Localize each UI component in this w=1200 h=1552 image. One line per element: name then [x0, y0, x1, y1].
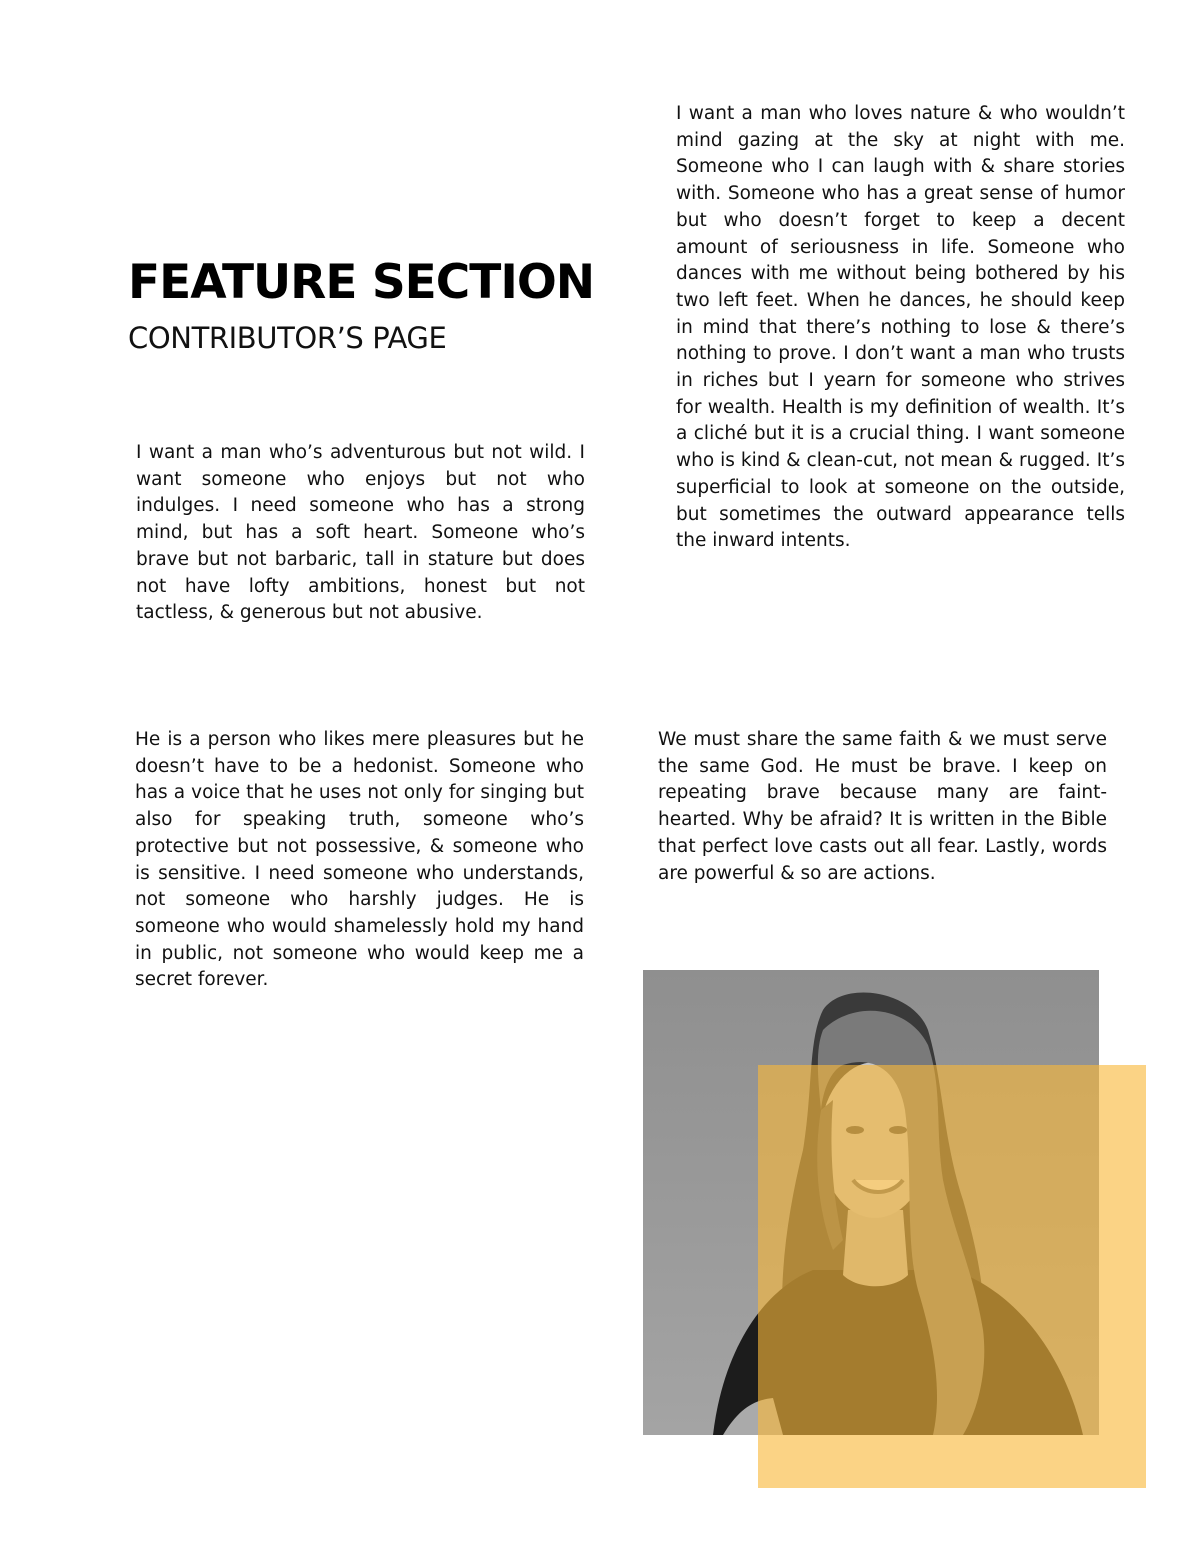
- paragraph-bottom-right: We must share the same faith & we must serve the same God. He must be brave. I keep on repeating brave because many are faint-hearted. Why be afraid? It is written in the Bible that perfect love casts out all fear. Lastly, words are powerful & so are actions.: [658, 729, 1107, 884]
- page-title: FEATURE SECTION: [128, 255, 595, 310]
- accent-color-block: [758, 1065, 1146, 1488]
- paragraph-middle-left: I want a man who’s adventurous but not wild. I want someone who enjoys but not who indulges. I need someone who has a strong mind, but has a soft heart. Someone who’s brave but not barbaric, tall in stature but does not have lofty ambitions, honest but not tactless, & generous but not abusive.: [136, 442, 585, 624]
- paragraph-top-right: I want a man who loves nature & who wouldn’t mind gazing at the sky at night with me. Someone who I can laugh with & share stories with. Someone who has a great sense of humor but who doesn’t forget to keep a decent amount of seriousness in life. Someone who dances with me without being bothered by his two left feet. When he dances, he should keep in mind that there’s nothing to lose & there’s nothing to prove. I don’t want a man who trusts in riches but I yearn for someone who strives for wealth. Health is my definition of wealth. It’s a cliché but it is a crucial thing. I want someone who is kind & clean-cut, not mean & rugged. It’s superficial to look at someone on the outside, but sometimes the outward appearance tells the inward intents.: [676, 103, 1125, 552]
- paragraph-bottom-left: He is a person who likes mere pleasures but he doesn’t have to be a hedonist. Someone who has a voice that he uses not only for singing but also for speaking truth, someone who’s protective but not possessive, & someone who is sensitive. I need someone who understands, not someone who harshly judges. He is someone who would shamelessly hold my hand in public, not someone who would keep me a secret forever.: [135, 729, 584, 991]
- page-subtitle: CONTRIBUTOR’S PAGE: [128, 321, 447, 355]
